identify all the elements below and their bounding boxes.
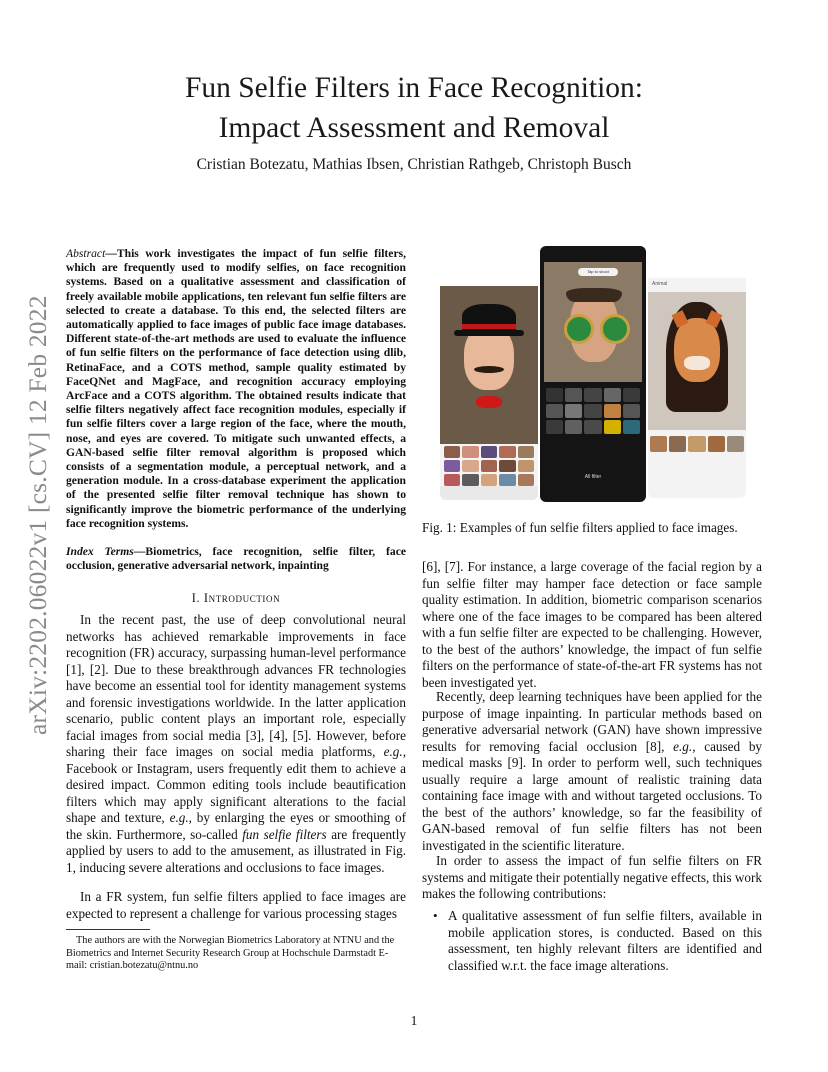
- emphasis: e.g.,: [383, 744, 406, 759]
- right-paragraph-2: [422, 689, 762, 854]
- intro-text: Facebook or Instagram, users frequently edit them to achieve a desired impact. Common editing tools include beautification filters which may apply significant alterations to the facial shape and texture,: [66, 760, 406, 825]
- bullet-icon: •: [433, 908, 438, 923]
- phone-screenshot-2: [540, 246, 646, 502]
- abstract-text: —This work investigates the impact of fun selfie filters, which are frequently used to modify selfies, on face recognition systems. Based on a qualitative assessment and classification of freely available mobile applications, ten relevant fun selfie filters are selected to create a database. To this end, the selected filters are automatically applied to face images of public face image databases. Different state-of-the-art methods are used to evaluate the influence of fun selfie filters on the performance of face detection using dlib, RetinaFace, and a COTS method, sample quality estimated by FaceQNet and MagFace, and recognition accuracy employing ArcFace and a COTS algorithm. The obtained results indicate that selfie filters negatively affect face recognition modules, especially if fun selfie filters cover a large region of the face, where the mouth, nose, and eyes are covered. To mitigate such unwanted effects, a GAN-based selfie filter removal algorithm is proposed which consists of a segmentation module, a perceptual network, and a generation module. In a cross-database experiment the application of the presented selfie filter removal technique has shown to significantly improve the biometric performance of the underlying face recognition systems.: [66, 247, 406, 530]
- emphasis: fun selfie filters: [242, 826, 327, 842]
- section-heading: I. Introduction: [191, 591, 281, 605]
- abstract: [66, 247, 406, 531]
- right-paragraph-1: [6], [7]. For instance, a large coverage of the facial region by a fun selfie filter may hamper face detection or face sample quality estimation. In addition, biometric comparison scenarios where one of the face images to be compared has been altered with a fun selfie filter are expected to be challenging. However, to the best of the authors’ knowledge, the impact of fun selfie filters on the performance of state-of-the-art FR systems has not been investigated yet.: [422, 559, 762, 690]
- category-label: Animal: [652, 281, 668, 287]
- figure-caption: Fig. 1: Examples of fun selfie filters applied to face images.: [422, 520, 738, 535]
- contribution-bullet: [433, 908, 762, 974]
- intro-paragraph-2: In a FR system, fun selfie filters applied to face images are expected to represent a challenge for various processing stages: [66, 889, 406, 921]
- filter-label: All filter: [584, 474, 602, 480]
- intro-text: In the recent past, the use of deep convolutional neural networks has achieved remarkable improvements in face recognition (FR) accuracy, surpassing human-level performance [1], [2]. Due to these breakthrough advances FR technologies have become an essential tool for identity management systems and forensic investigations worldwide. In the latter application scenario, public content plays an important role, especially facial images from social media [3], [4], [5]. However, before sharing their face images on social media platforms,: [66, 612, 406, 759]
- index-terms-lead: Index Terms: [66, 545, 134, 558]
- paper-title: [0, 68, 828, 148]
- author-list: Cristian Botezatu, Mathias Ibsen, Christian Rathgeb, Christoph Busch: [196, 156, 632, 173]
- figure-1-phones: [440, 246, 746, 502]
- shoot-button: Tap to shoot: [578, 268, 618, 276]
- index-terms: [66, 545, 406, 573]
- paragraph-text: Recently, deep learning techniques have been applied for the purpose of image inpainting. In particular methods based on generative adversarial network (GAN) have shown impressive results for removing facial occlusion [8],: [422, 689, 762, 754]
- intro-paragraph-1: [66, 612, 406, 876]
- arxiv-identifier: arXiv:2202.06022v1 [cs.CV] 12 Feb 2022: [23, 295, 52, 735]
- paragraph-text: caused by medical masks [9]. In order to perform well, such techniques usually require a large amount of realistic training data containing face image with and without targeted occlusions. To the best of the authors’ knowledge, so far the feasibility of GAN-based removal of fun selfie filters has not been investigated in the scientific literature.: [422, 738, 763, 853]
- phone-screenshot-1: [440, 262, 538, 500]
- intro-text: are frequently applied by users to add to the amusement, as illustrated in Fig. 1, inducing severe alterations and occlusions to face images.: [66, 826, 406, 875]
- right-paragraph-3: In order to assess the impact of fun selfie filters on FR systems and mitigate their potentially negative effects, this work makes the following contributions:: [422, 853, 762, 901]
- bullet-text: A qualitative assessment of fun selfie filters, available in mobile application stores, is conducted. Based on this assessment, ten highly relevant filters are identified and classified w.r.t. the face image alterations.: [448, 908, 762, 973]
- footnote: The authors are with the Norwegian Biometrics Laboratory at NTNU and the Biometrics and Internet Security Research Group at Hochschule Darmstadt E-mail: cristian.botezatu@ntnu.no: [66, 935, 395, 972]
- footnote-rule: [66, 929, 150, 930]
- emphasis: e.g.,: [169, 810, 192, 825]
- intro-text: by enlarging the eyes or smoothing of the skin. Furthermore, so-called: [66, 810, 406, 842]
- page-number: 1: [410, 1013, 418, 1028]
- title-line-2: Impact Assessment and Removal: [218, 112, 610, 144]
- phone-screenshot-3: [648, 266, 746, 498]
- abstract-lead: Abstract: [66, 247, 106, 260]
- emphasis: e.g.,: [673, 738, 696, 754]
- index-terms-text: —Biometrics, face recognition, selfie filter, face occlusion, generative adversarial network, inpainting: [66, 545, 406, 573]
- title-line-1: Fun Selfie Filters in Face Recognition:: [184, 72, 643, 104]
